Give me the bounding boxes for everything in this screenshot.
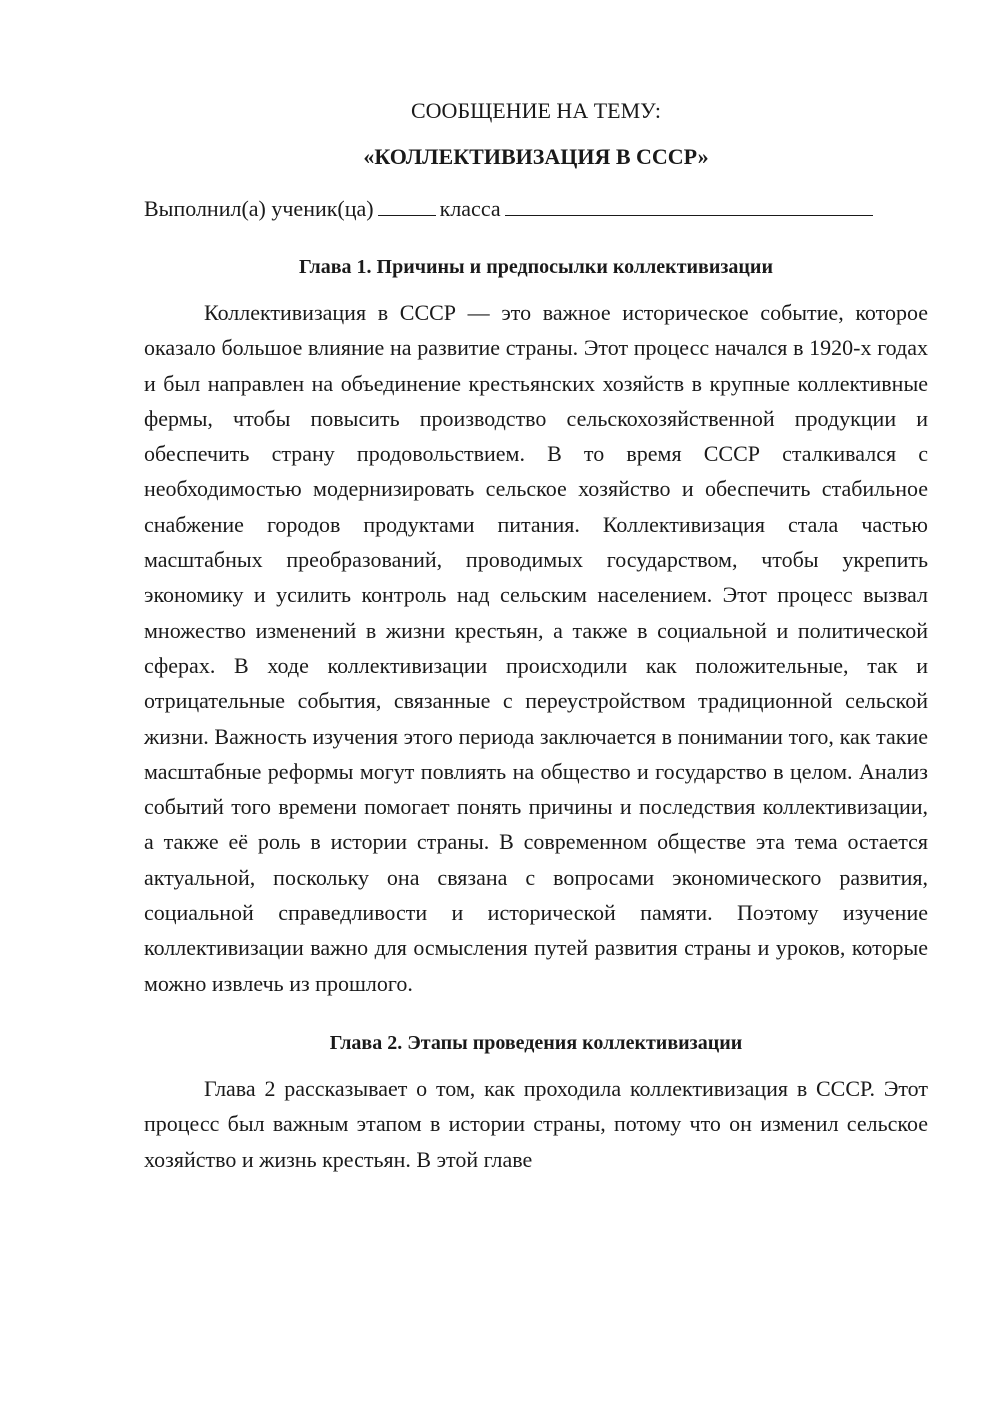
- chapter-2-heading: Глава 2. Этапы проведения коллективизации: [329, 1031, 743, 1054]
- chapter-1-heading: Глава 1. Причины и предпосылки коллективизации: [299, 256, 773, 278]
- document-title-line-2: «КОЛЛЕКТИВИЗАЦИЯ В СССР»: [363, 144, 709, 169]
- chapter-2-paragraph: Глава 2 рассказывает о том, как проходила коллективизация в СССР. Этот процесс был важным этапом в истории страны, потому что он изменил сельское хозяйство и жизнь крестьян. В этой главе: [144, 1075, 928, 1172]
- author-prefix: Выполнил(а) ученик(ца): [144, 196, 374, 221]
- class-number-blank: [378, 193, 436, 216]
- document-title-line-1: СООБЩЕНИЕ НА ТЕМУ:: [411, 98, 661, 123]
- student-name-blank: [505, 193, 873, 216]
- chapter-1-paragraph: Коллективизация в СССР — это важное историческое событие, которое оказало большое влияние на развитие страны. Этот процесс начался в 1920-х годах и был направлен на объединение крестьянских хозяйств в крупные коллективные фермы, чтобы повысить производство сельскохозяйственной продукции и обеспечить страну продовольствием. В то время СССР сталкивался с необходимостью модернизировать сельское хозяйство и обеспечить стабильное снабжение городов продуктами питания. Коллективизация стала частью масштабных преобразований, проводимых государством, чтобы укрепить экономику и усилить контроль над сельским населением. Этот процесс вызвал множество изменений в жизни крестьян, а также в социальной и политической сферах. В ходе коллективизации происходили как положительные, так и отрицательные события, связанные с переустройством традиционной сельской жизни. Важность изучения этого периода заключается в понимании того, как такие масштабные реформы могут повлиять на общество и государство в целом. Анализ событий того времени помогает понять причины и последствия коллективизации, а также её роль в истории страны. В современном обществе эта тема остается актуальной, поскольку она связана с вопросами экономического развития, социальной справедливости и исторической памяти. Поэтому изучение коллективизации важно для осмысления путей развития страны и уроков, которые можно извлечь из прошлого.: [144, 300, 928, 996]
- document-content: [144, 93, 928, 1177]
- author-class-label: класса: [439, 196, 501, 221]
- author-line: [144, 191, 928, 227]
